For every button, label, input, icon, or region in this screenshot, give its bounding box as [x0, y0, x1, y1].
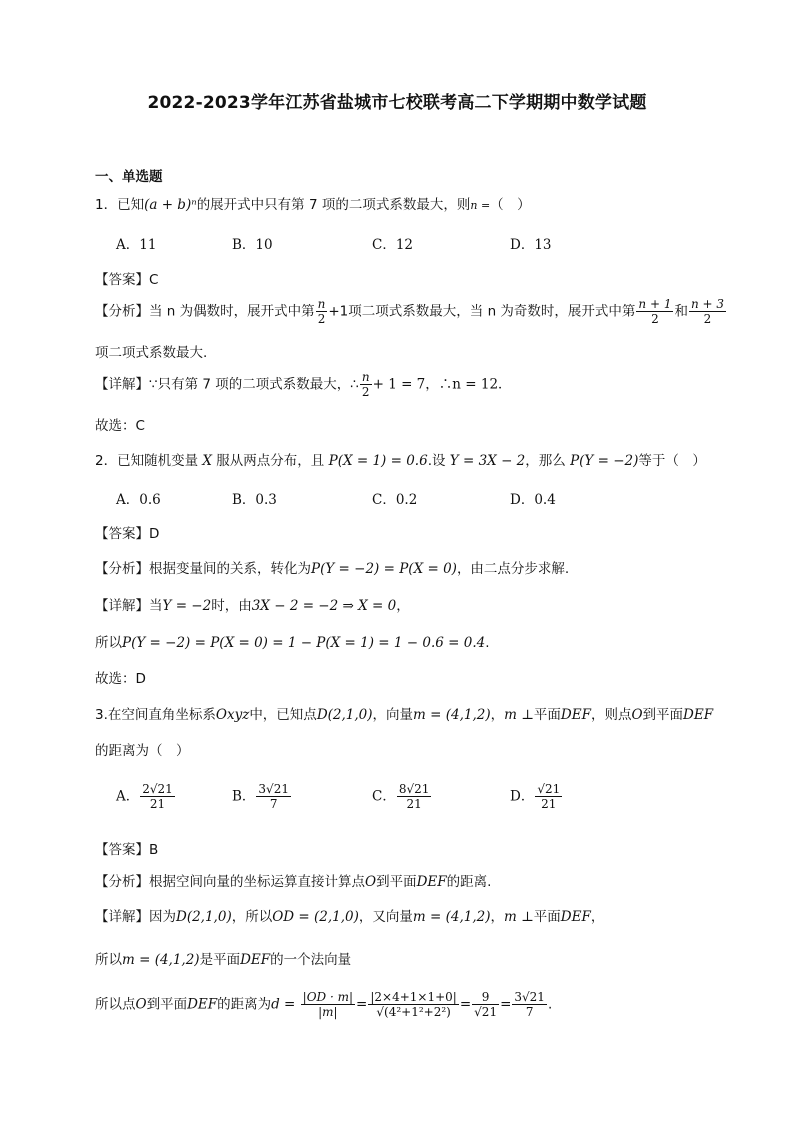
q2-option-d: D．0.4	[510, 492, 556, 508]
q3-detail-d: D(2,1,0)	[176, 909, 232, 925]
q3-answer: 【答案】B	[95, 842, 159, 858]
q1-choice: 故选：C	[95, 418, 145, 434]
q3-detail	[95, 905, 604, 925]
frac-den: 21	[149, 797, 166, 811]
option-fraction	[140, 782, 175, 811]
frac-den: 2	[317, 312, 326, 326]
q3-detail-comma-2: ，	[590, 909, 605, 925]
q3-detail3-text-3: 的距离为	[217, 996, 272, 1013]
q2-detail-2	[95, 631, 490, 651]
q3-stem-text-4: ，则点	[590, 707, 632, 723]
detail-tag: 【详解】	[95, 598, 149, 614]
q3-option-b	[232, 782, 292, 811]
q3-analysis-o: O	[365, 874, 377, 890]
q2-query: P(Y = −2)	[570, 453, 639, 469]
q3-detail3-text-2: 到平面	[146, 996, 188, 1013]
frac-num: 8√21	[398, 782, 430, 796]
q1-detail-text-2: + 1 = 7，∴n = 12．	[372, 376, 512, 393]
q3-vector-m: m = (4,1,2)	[413, 707, 491, 723]
q2-choice: 故选：D	[95, 671, 146, 687]
q1-answer: 【答案】C	[95, 272, 159, 288]
q2-x: X	[202, 453, 213, 469]
q3-distance-fraction-4	[512, 990, 547, 1019]
q3-detail-plane: 平面	[533, 909, 561, 925]
q3-detail-od: OD = (2,1,0)	[272, 909, 359, 925]
option-fraction	[397, 782, 432, 811]
frac-num: n	[361, 370, 370, 384]
q3-detail-m: m = (4,1,2)	[412, 909, 491, 925]
option-prefix: B．	[232, 788, 256, 805]
q1-analysis-cont: 项二项式系数最大.	[95, 345, 208, 361]
q1-paren: （ ）	[490, 197, 531, 213]
frac-den: 2	[703, 312, 712, 326]
q2-stem-text-5: 等于（ ）	[638, 453, 706, 469]
section-heading: 一、单选题	[95, 169, 163, 185]
frac-num: n	[317, 297, 326, 311]
q2-analysis-text-2: ，由二点分步求解.	[456, 561, 570, 577]
question-3-stem	[95, 703, 713, 723]
q2-stem-text-4: ，那么	[525, 453, 571, 469]
analysis-tag: 【分析】	[95, 303, 149, 320]
q2-analysis-text: 根据变量间的关系，转化为	[149, 561, 311, 577]
q2-detail2-text: 所以	[95, 635, 122, 651]
q3-detail3-d: d =	[271, 996, 296, 1013]
q3-plane-def-2: DEF	[683, 707, 714, 723]
q2-detail-text: 当	[149, 598, 163, 614]
option-fraction	[535, 782, 562, 811]
frac-num: n + 3	[690, 297, 725, 311]
frac-num: 2√21	[142, 782, 173, 796]
period: .	[547, 996, 553, 1013]
q3-analysis-text-3: 的距离.	[446, 874, 492, 890]
q3-detail-def: DEF	[560, 909, 591, 925]
q2-option-c: C．0.2	[372, 492, 418, 508]
q3-detail-text: 因为	[149, 909, 176, 925]
frac-den: 21	[541, 797, 557, 811]
page-title: 2022-2023学年江苏省盐城市七校联考高二下学期期中数学试题	[147, 93, 647, 113]
question-2-stem	[95, 449, 706, 469]
frac-den: |m|	[318, 1005, 338, 1019]
question-1-stem	[95, 193, 531, 213]
q3-distance-fraction-3	[472, 990, 499, 1019]
frac-den: 7	[525, 1005, 534, 1019]
frac-num: √21	[537, 782, 561, 796]
q2-analysis	[95, 557, 569, 577]
detail-tag: 【详解】	[95, 376, 149, 393]
frac-den: √(4²+1²+2²)	[376, 1005, 451, 1019]
equals-sign: =	[459, 996, 472, 1013]
frac-den: 21	[406, 797, 422, 811]
q1-option-a: A．11	[116, 237, 157, 253]
detail-tag: 【详解】	[95, 909, 149, 925]
q3-analysis-text: 根据空间向量的坐标运算直接计算点	[149, 874, 365, 890]
frac-den: √21	[474, 1005, 498, 1019]
frac-num: |OD · m|	[302, 990, 354, 1004]
frac-den: 7	[269, 797, 278, 811]
q3-plane-word: 平面	[533, 707, 561, 723]
q2-stem-text: 2．已知随机变量	[95, 453, 203, 469]
q3-stem-text-5: 到平面	[642, 707, 684, 723]
q1-fraction-1	[316, 297, 328, 326]
q3-detail2-text-2: 是平面	[199, 952, 241, 968]
analysis-tag: 【分析】	[95, 561, 149, 577]
q2-answer: 【答案】D	[95, 526, 160, 542]
q3-detail-3	[95, 990, 552, 1019]
q1-detail-text: ∵只有第 7 项的二项式系数最大，∴	[149, 376, 359, 393]
q3-detail-text-3: ，又向量	[358, 909, 413, 925]
q1-fraction-3	[689, 297, 726, 326]
q1-analysis-text: 当 n 为偶数时，展开式中第	[149, 303, 315, 320]
q3-detail2-text-3: 的一个法向量	[270, 952, 352, 968]
q1-analysis	[95, 297, 727, 326]
q2-stem-text-3: .设	[427, 453, 450, 469]
q3-detail2-m: m = (4,1,2)	[122, 952, 200, 968]
q2-detail	[95, 594, 410, 614]
q3-analysis	[95, 870, 491, 890]
q2-option-b: B．0.3	[232, 492, 277, 508]
q2-stem-text-2: 服从两点分布，且	[212, 453, 329, 469]
q2-detail-text-2: 时，由	[211, 598, 252, 614]
q3-point-d: D(2,1,0)	[316, 707, 373, 723]
q1-detail	[95, 370, 512, 399]
question-3-stem-cont: 的距离为（ ）	[95, 743, 190, 759]
q3-plane-def: DEF	[560, 707, 591, 723]
q3-m-perp: m ⊥	[504, 707, 534, 723]
frac-num: 3√21	[258, 782, 289, 796]
option-prefix: D．	[510, 788, 535, 805]
q2-detail-expr: Y = −2	[162, 598, 212, 614]
q3-detail2-def: DEF	[240, 952, 271, 968]
q3-detail-mperp: m ⊥	[503, 909, 534, 925]
q3-distance-fraction-2	[368, 990, 458, 1019]
frac-den: 2	[361, 385, 370, 399]
frac-num: 3√21	[514, 990, 545, 1004]
q3-detail2-text: 所以	[95, 952, 122, 968]
q3-detail3-o: O	[135, 996, 147, 1013]
frac-num: n + 1	[638, 297, 672, 311]
q1-analysis-text-2: +1项二项式系数最大，当 n 为奇数时，展开式中第	[328, 303, 636, 320]
equals-sign: =	[356, 996, 368, 1013]
q1-fraction-2	[636, 297, 673, 326]
q1-detail-fraction	[360, 370, 372, 399]
q2-detail-expr-2: 3X − 2 = −2 ⇒ X = 0	[251, 598, 397, 614]
q3-distance-fraction-1	[301, 990, 355, 1019]
q1-stem-text-2: 的展开式中只有第 7 项的二项式系数最大，则	[196, 197, 471, 213]
equals-sign: =	[500, 996, 512, 1013]
q3-oxyz: Oxyz	[215, 707, 250, 723]
frac-num: 9	[472, 990, 499, 1005]
q3-detail-2	[95, 948, 351, 968]
frac-den: 2	[651, 312, 659, 326]
q2-analysis-expr: P(Y = −2) = P(X = 0)	[311, 561, 457, 577]
option-fraction	[256, 782, 291, 811]
q1-n: n =	[470, 199, 491, 212]
q3-stem-text-3: ，向量	[372, 707, 414, 723]
option-prefix: C．	[372, 788, 396, 805]
q3-option-c	[372, 782, 432, 811]
q3-comma: ，	[490, 707, 505, 723]
q3-point-o: O	[631, 707, 643, 723]
q3-stem-text-2: 中，已知点	[249, 707, 317, 723]
q3-option-a	[116, 782, 176, 811]
q3-detail-comma: ，	[490, 909, 504, 925]
q1-stem-text: 1．已知	[95, 197, 145, 213]
q3-option-d	[510, 782, 563, 811]
option-prefix: A．	[116, 788, 140, 805]
q2-y: Y = 3X − 2	[449, 453, 526, 469]
q3-detail-text-2: ，所以	[231, 909, 273, 925]
q3-detail3-def: DEF	[187, 996, 218, 1013]
q3-stem-text: 3.在空间直角坐标系	[95, 707, 216, 723]
q1-option-d: D．13	[510, 237, 552, 253]
q2-option-a: A．0.6	[116, 492, 161, 508]
q2-detail2-period: .	[485, 635, 490, 651]
q3-analysis-def: DEF	[416, 874, 447, 890]
q1-expression: (a + b)ⁿ	[144, 197, 197, 213]
q2-detail-comma: ，	[396, 598, 410, 614]
q1-analysis-and: 和	[674, 303, 688, 320]
analysis-tag: 【分析】	[95, 874, 149, 890]
q3-analysis-text-2: 到平面	[376, 874, 417, 890]
q2-detail2-expr: P(Y = −2) = P(X = 0) = 1 − P(X = 1) = 1 − 0.6 = 0.4	[122, 635, 486, 651]
q2-prob: P(X = 1) = 0.6	[328, 453, 428, 469]
q3-detail3-text: 所以点	[95, 996, 136, 1013]
q1-option-b: B．10	[232, 237, 273, 253]
q1-option-c: C．12	[372, 237, 414, 253]
frac-num: |2×4+1×1+0|	[370, 990, 457, 1004]
